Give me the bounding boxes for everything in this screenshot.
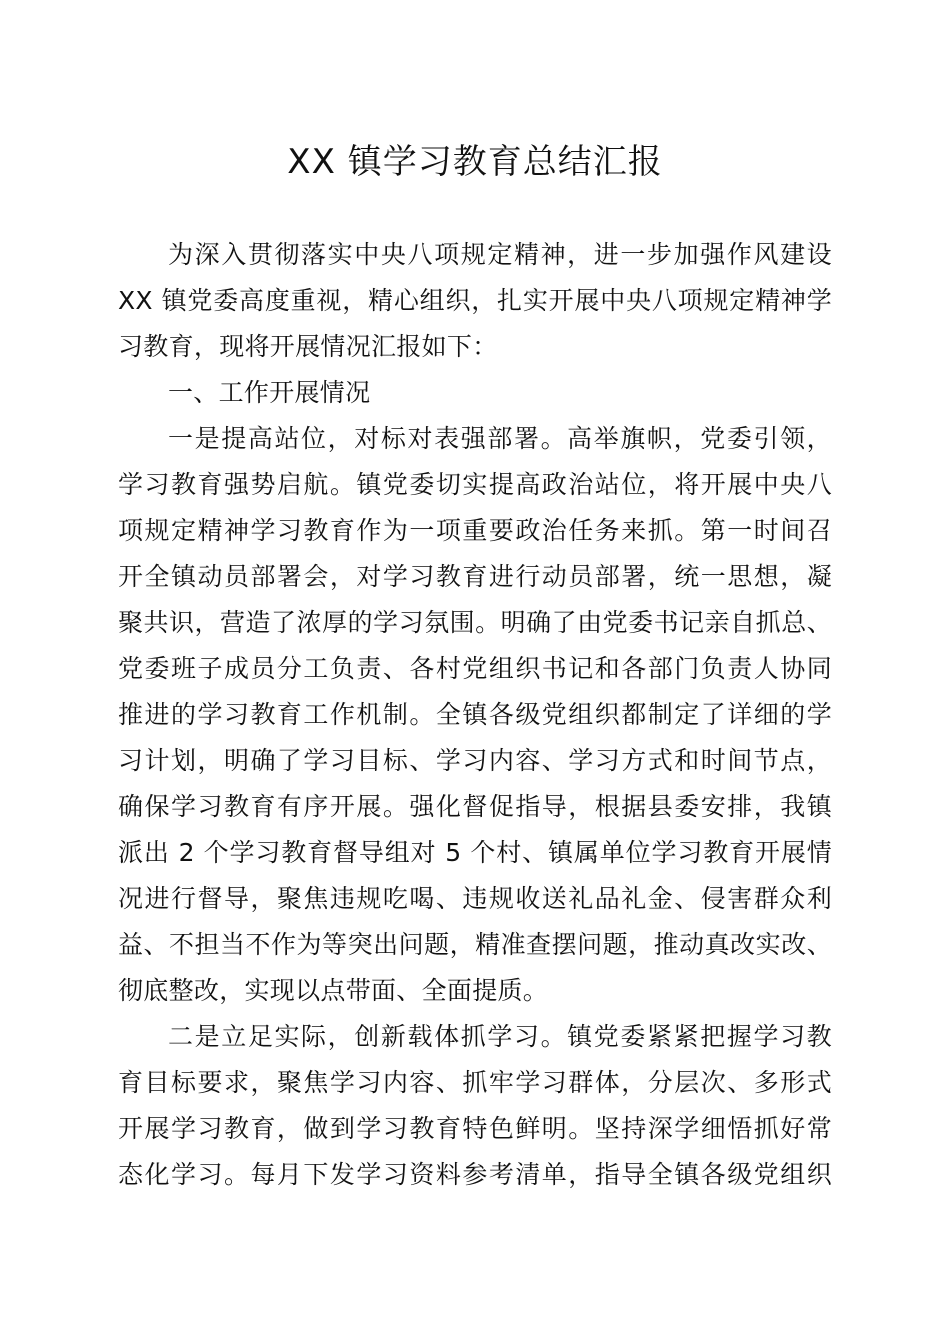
body-line: 学习教育强势启航。镇党委切实提高政治站位，将开展中央八 [118, 470, 832, 499]
body-line: 党委班子成员分工负责、各村党组织书记和各部门负责人协同 [118, 654, 832, 683]
body-line: 习教育，现将开展情况汇报如下： [118, 332, 498, 361]
body-line: 一是提高站位，对标对表强部署。高举旗帜，党委引领， [168, 424, 832, 453]
body-line: 况进行督导，聚焦违规吃喝、违规收送礼品礼金、侵害群众利 [118, 884, 832, 913]
body-line: 聚共识，营造了浓厚的学习氛围。明确了由党委书记亲自抓总、 [118, 608, 832, 637]
document-body [118, 232, 832, 1198]
body-line: 为深入贯彻落实中央八项规定精神，进一步加强作风建设 [168, 240, 832, 269]
section-heading: 一、工作开展情况 [168, 378, 371, 407]
body-line: 项规定精神学习教育作为一项重要政治任务来抓。第一时间召 [118, 516, 832, 545]
body-line: 推进的学习教育工作机制。全镇各级党组织都制定了详细的学 [118, 700, 832, 729]
body-line: 习计划，明确了学习目标、学习内容、学习方式和时间节点， [118, 746, 832, 775]
body-line: XX 镇党委高度重视，精心组织，扎实开展中央八项规定精神学 [118, 286, 832, 315]
body-line: 开全镇动员部署会，对学习教育进行动员部署，统一思想，凝 [118, 562, 832, 591]
body-line: 益、不担当不作为等突出问题，精准查摆问题，推动真改实改、 [118, 930, 832, 959]
body-line: 彻底整改，实现以点带面、全面提质。 [118, 976, 549, 1005]
body-line: 态化学习。每月下发学习资料参考清单，指导全镇各级党组织 [118, 1160, 832, 1189]
body-line: 派出 2 个学习教育督导组对 5 个村、镇属单位学习教育开展情 [118, 838, 832, 867]
body-line: 二是立足实际，创新载体抓学习。镇党委紧紧把握学习教 [168, 1022, 832, 1051]
document-title: XX 镇学习教育总结汇报 [287, 142, 663, 182]
body-line: 育目标要求，聚焦学习内容、抓牢学习群体，分层次、多形式 [118, 1068, 832, 1097]
body-line: 开展学习教育，做到学习教育特色鲜明。坚持深学细悟抓好常 [118, 1114, 832, 1143]
body-line: 确保学习教育有序开展。强化督促指导，根据县委安排，我镇 [118, 792, 832, 821]
